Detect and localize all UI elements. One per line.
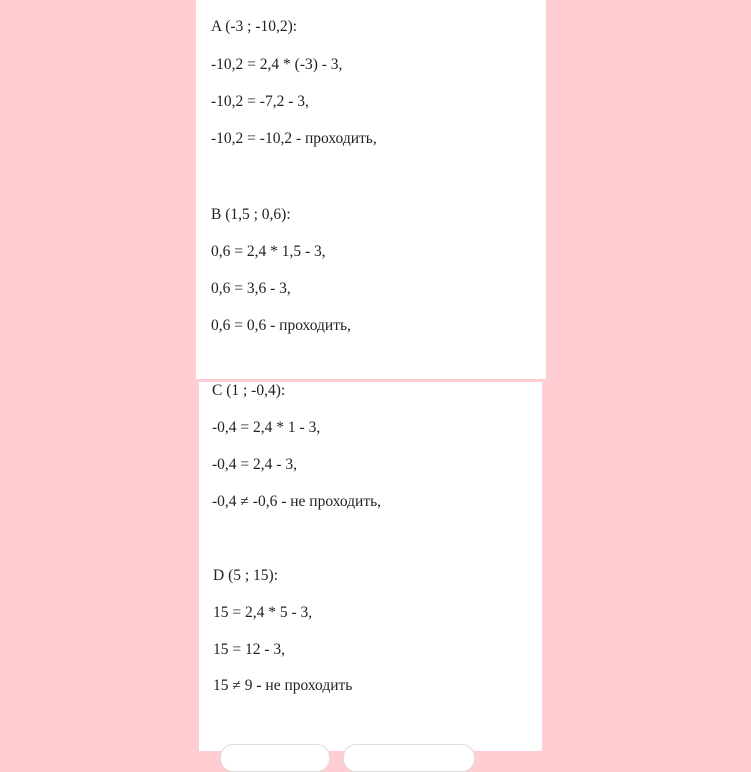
point-b-heading: B (1,5 ; 0,6):	[211, 206, 291, 223]
point-d-heading: D (5 ; 15):	[213, 567, 279, 584]
point-c-heading: C (1 ; -0,4):	[212, 382, 286, 399]
point-d-step-1: 15 = 2,4 * 5 - 3,	[213, 604, 313, 621]
point-b-step-1: 0,6 = 2,4 * 1,5 - 3,	[211, 243, 326, 260]
point-b-step-3: 0,6 = 0,6 - проходить,	[211, 317, 351, 334]
point-d-step-2: 15 = 12 - 3,	[213, 641, 286, 658]
point-d-step-3: 15 ≠ 9 - не проходить	[213, 677, 353, 694]
action-button-right[interactable]	[343, 744, 475, 772]
point-c-step-3: -0,4 ≠ -0,6 - не проходить,	[212, 493, 382, 510]
solution-card-bottom	[199, 382, 542, 751]
solution-card-top	[196, 0, 546, 379]
point-a-step-1: -10,2 = 2,4 * (-3) - 3,	[211, 56, 343, 73]
point-c-step-2: -0,4 = 2,4 - 3,	[212, 456, 297, 473]
action-button-left[interactable]	[220, 744, 330, 772]
point-c-step-1: -0,4 = 2,4 * 1 - 3,	[212, 419, 321, 436]
point-b-step-2: 0,6 = 3,6 - 3,	[211, 280, 291, 297]
point-a-step-2: -10,2 = -7,2 - 3,	[211, 93, 309, 110]
point-a-step-3: -10,2 = -10,2 - проходить,	[211, 130, 377, 147]
point-a-heading: A (-3 ; -10,2):	[211, 18, 298, 35]
